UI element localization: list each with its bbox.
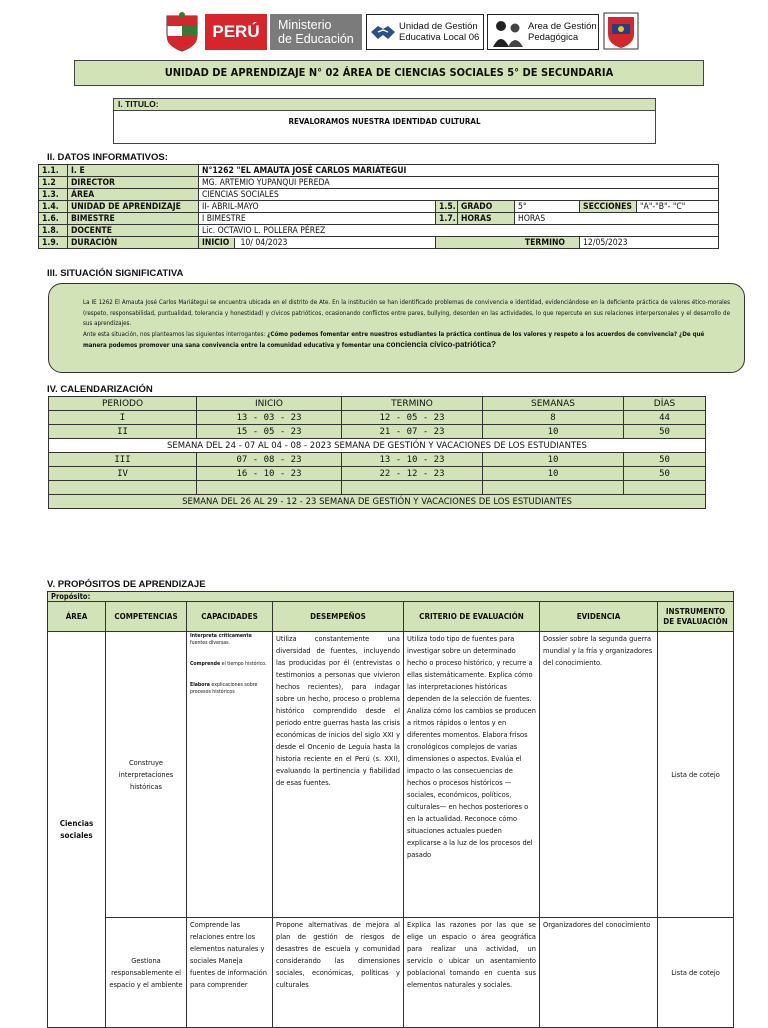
grado-label: GRADO xyxy=(458,201,515,213)
cal-cell: 16 - 10 - 23 xyxy=(197,467,342,481)
proposito-label: Propósito: xyxy=(48,592,734,602)
duracion-num: 1.9. xyxy=(39,237,68,249)
titulo-section xyxy=(113,98,656,144)
area-value: CIENCIAS SOCIALES xyxy=(199,189,719,201)
cal-header-semanas: SEMANAS xyxy=(483,397,624,411)
titulo-value: REVALORAMOS NUESTRA IDENTIDAD CULTURAL xyxy=(288,117,481,126)
datos-label: II. DATOS INFORMATIVOS: xyxy=(47,152,168,163)
unidad-num: 1.4. xyxy=(39,201,68,213)
cal-note-1: SEMANA DEL 24 - 07 AL 04 - 08 - 2023 SEMANA DE GESTIÓN Y VACACIONES DE LOS ESTUDIANTES xyxy=(49,439,706,453)
cal-cell: 50 xyxy=(624,425,706,439)
inicio-cell xyxy=(199,237,436,249)
agp-line1: Area de Gestión xyxy=(528,21,597,32)
secciones-value: "A"-"B"- "C" xyxy=(637,201,719,213)
duracion-label: DURACIÓN xyxy=(68,237,199,249)
situacion-p2 xyxy=(83,330,730,352)
capacidad-1: Interpreta críticamente fuentes diversas. xyxy=(190,633,252,646)
prop-header-evidencia: EVIDENCIA xyxy=(540,602,658,632)
titulo-label: I. TITULO: xyxy=(114,99,655,111)
cal-cell: 44 xyxy=(624,411,706,425)
minedu-logo xyxy=(270,14,362,50)
cal-empty-cell xyxy=(197,481,342,495)
horas-num: 1.7. xyxy=(436,213,458,225)
agp-line2: Pedagógica xyxy=(528,32,579,43)
cal-header-termino: TERMINO xyxy=(342,397,483,411)
propositos-table xyxy=(47,591,734,1028)
situacion-p2-end: conciencia cívico-patriótica? xyxy=(386,340,496,349)
cal-cell: 13 - 03 - 23 xyxy=(197,411,342,425)
minedu-line1: Ministerio xyxy=(278,18,332,32)
docente-label: DOCENTE xyxy=(68,225,199,237)
instrumento-espacio: Lista de cotejo xyxy=(658,918,734,1028)
situacion-p1: La IE 1262 El Amauta José Carlos Mariátegui se encuentra ubicada en el distrito de Ate. En la institución se han identificado problemas de convivencia e identidad, evidenciándose en la deficiente práctica de valores ético-morales (respeto, responsabilidad, puntualidad, tolerancia y honestidad) y cívicos patrióticos, ocasionando conflictos entre pares, bullying, desorden en las actividades, lo que repercute en sus relaciones interpersonales y el desarrollo de sus aprendizajes. xyxy=(83,299,730,327)
cal-cell: 10 xyxy=(483,467,624,481)
secciones-label: SECCIONES xyxy=(580,201,637,213)
agp-logo xyxy=(487,14,599,50)
situacion-label: III. SITUACIÓN SIGNIFICATIVA xyxy=(47,268,184,279)
cal-cell: 8 xyxy=(483,411,624,425)
docente-value: Lic. OCTAVIO L. POLLERA PÉREZ xyxy=(199,225,719,237)
ie-value: N°1262 "EL AMAUTA JOSÉ CARLOS MARIÁTEGUI xyxy=(199,165,719,177)
ie-label: I. E xyxy=(68,165,199,177)
cal-empty-cell xyxy=(49,481,197,495)
evidencia-historicas: Dossier sobre la segunda guerra mundial y la fría y organizadores del conocimiento. xyxy=(540,632,658,918)
prop-header-desempenos: DESEMPEÑOS xyxy=(273,602,404,632)
director-label: DIRECTOR xyxy=(68,177,199,189)
propositos-label: V. PROPÓSITOS DE APRENDIZAJE xyxy=(47,579,206,590)
peru-shield-logo xyxy=(163,12,201,52)
calendario-label: IV. CALENDARIZACIÓN xyxy=(47,384,153,395)
prop-header-instrumento: INSTRUMENTO DE EVALUACIÓN xyxy=(658,602,734,632)
area-label: ÁREA xyxy=(68,189,199,201)
cal-cell: 22 - 12 - 23 xyxy=(342,467,483,481)
grado-num: 1.5. xyxy=(436,201,458,213)
document-title: UNIDAD DE APRENDIZAJE N° 02 ÁREA DE CIENCIAS SOCIALES 5° DE SECUNDARIA xyxy=(74,60,704,86)
area-num: 1.3. xyxy=(39,189,68,201)
handshake-icon xyxy=(370,20,396,44)
bimestre-value: I BIMESTRE xyxy=(199,213,436,225)
cal-cell: III xyxy=(49,453,197,467)
cal-cell: 10 xyxy=(483,425,624,439)
capacidades-historicas xyxy=(187,632,273,918)
cal-cell: 10 xyxy=(483,453,624,467)
competencia-espacio: Gestiona responsablemente el espacio y el ambiente xyxy=(106,918,187,1028)
unidad-label: UNIDAD DE APRENDIZAJE xyxy=(68,201,199,213)
cal-empty-cell xyxy=(483,481,624,495)
horas-value: HORAS xyxy=(515,213,719,225)
bimestre-label: BIMESTRE xyxy=(68,213,199,225)
prop-header-criterio: CRITERIO DE EVALUACIÓN xyxy=(404,602,540,632)
calendario-table xyxy=(48,396,706,509)
desempeno-espacio: Propone alternativas de mejora al plan de gestión de riesgos de desastres de escuela y comunidad considerando las dimensiones sociales, económicas, políticas y culturales xyxy=(273,918,404,1028)
situacion-box xyxy=(48,283,745,373)
situacion-p2-questions: ¿Cómo podemos fomentar entre nuestros estudiantes la práctica continua de los valores y respeto a los acuerdos de convivencia? ¿De qué manera podemos promover una sana convivencia entre la comunidad educativa y fomentar una xyxy=(83,330,705,349)
prop-header-area: ÁREA xyxy=(48,602,106,632)
cal-cell: IV xyxy=(49,467,197,481)
horas-label: HORAS xyxy=(458,213,515,225)
prop-header-capacidades: CAPACIDADES xyxy=(187,602,273,632)
ugel-emblem-logo xyxy=(603,12,639,50)
capacidad-3: Elabora explicaciones sobre procesos históricos xyxy=(190,682,258,695)
evidencia-espacio: Organizadores del conocimiento xyxy=(540,918,658,1028)
cal-header-dias: DÍAS xyxy=(624,397,706,411)
cal-cell: 50 xyxy=(624,453,706,467)
bimestre-num: 1.6. xyxy=(39,213,68,225)
minedu-line2: de Educación xyxy=(278,32,354,46)
termino-value: 12/05/2023 xyxy=(580,237,719,249)
ugel-line2: Educativa Local 06 xyxy=(399,32,480,43)
inicio-label: INICIO xyxy=(199,238,235,248)
datos-table xyxy=(38,164,719,249)
director-num: 1.2 xyxy=(39,177,68,189)
instrumento-historicas: Lista de cotejo xyxy=(658,632,734,918)
cal-cell: 15 - 05 - 23 xyxy=(197,425,342,439)
cal-empty-cell xyxy=(624,481,706,495)
ie-num: 1.1. xyxy=(39,165,68,177)
desempeno-historicas: Utiliza constantemente una diversidad de fuentes, incluyendo las producidas por él (entrevistas o testimonios a personas que vivieron hechos recientes), para indagar sobre un hecho, proceso o problema histórico comprendido desde el periodo entre guerras hasta las crisis económicas de inicios del siglo XXI y desde el Oncenio de Leguía hasta la historia reciente en el Perú (s. XXI), evaluando la pertinencia y fiabilidad de esas fuentes. xyxy=(273,632,404,918)
cal-cell: II xyxy=(49,425,197,439)
cal-cell: 12 - 05 - 23 xyxy=(342,411,483,425)
cal-cell: I xyxy=(49,411,197,425)
cal-cell: 13 - 10 - 23 xyxy=(342,453,483,467)
peru-logo: PERÚ xyxy=(205,14,267,50)
competencia-historicas: Construye interpretaciones históricas xyxy=(106,632,187,918)
unidad-value: II- ABRIL-MAYO xyxy=(199,201,436,213)
cal-note-2: SEMANA DEL 26 AL 29 - 12 - 23 SEMANA DE GESTIÓN Y VACACIONES DE LOS ESTUDIANTES xyxy=(49,495,706,509)
termino-label: TERMINO xyxy=(436,237,580,249)
cal-header-periodo: PERIODO xyxy=(49,397,197,411)
director-value: MG. ARTEMIO YUPANQUI PEREDA xyxy=(199,177,719,189)
prop-header-competencias: COMPETENCIAS xyxy=(106,602,187,632)
capacidades-espacio: Comprende las relaciones entre los elementos naturales y sociales Maneja fuentes de información para comprender xyxy=(187,918,273,1028)
capacidad-2: Comprende el tiempo histórico. xyxy=(190,661,267,667)
inicio-value: 10/ 04/2023 xyxy=(240,237,288,248)
cal-cell: 21 - 07 - 23 xyxy=(342,425,483,439)
docente-num: 1.8. xyxy=(39,225,68,237)
cal-cell: 07 - 08 - 23 xyxy=(197,453,342,467)
criterio-historicas: Utiliza todo tipo de fuentes para investigar sobre un determinado hecho o proceso histórico, y recurre a ellas sistemáticamente. Explica cómo las interpretaciones históricas dependen de la selección de fuentes. Analiza cómo los cambios se producen a ritmos rápidos o lentos y en diferentes momentos. Elabora frisos cronológicos complejos de varias dimensiones o aspectos. Evalúa el impacto o las consecuencias de hechos o procesos históricos —sociales, económicos, políticos, culturales— en hechos posteriores o en la actualidad. Reconoce cómo situaciones actuales pueden explicarse a la luz de los procesos del pasado xyxy=(404,632,540,918)
cal-cell: 50 xyxy=(624,467,706,481)
situacion-p2-intro: Ante esta situación, nos planteamos las siguientes interrogantes: xyxy=(83,330,266,338)
people-icon xyxy=(491,19,525,47)
cal-empty-cell xyxy=(342,481,483,495)
criterio-espacio: Explica las razones por las que se elige un espacio o área geográfica para realizar una actividad, un servicio o ubicar un asentamiento poblacional tomando en cuenta sus elementos naturales y sociales. xyxy=(404,918,540,1028)
grado-value: 5° xyxy=(515,201,580,213)
ugel-line1: Unidad de Gestión xyxy=(399,21,478,32)
ugel-logo xyxy=(366,14,484,50)
cal-header-inicio: INICIO xyxy=(197,397,342,411)
area-ciencias-sociales: Ciencias sociales xyxy=(48,632,106,1028)
